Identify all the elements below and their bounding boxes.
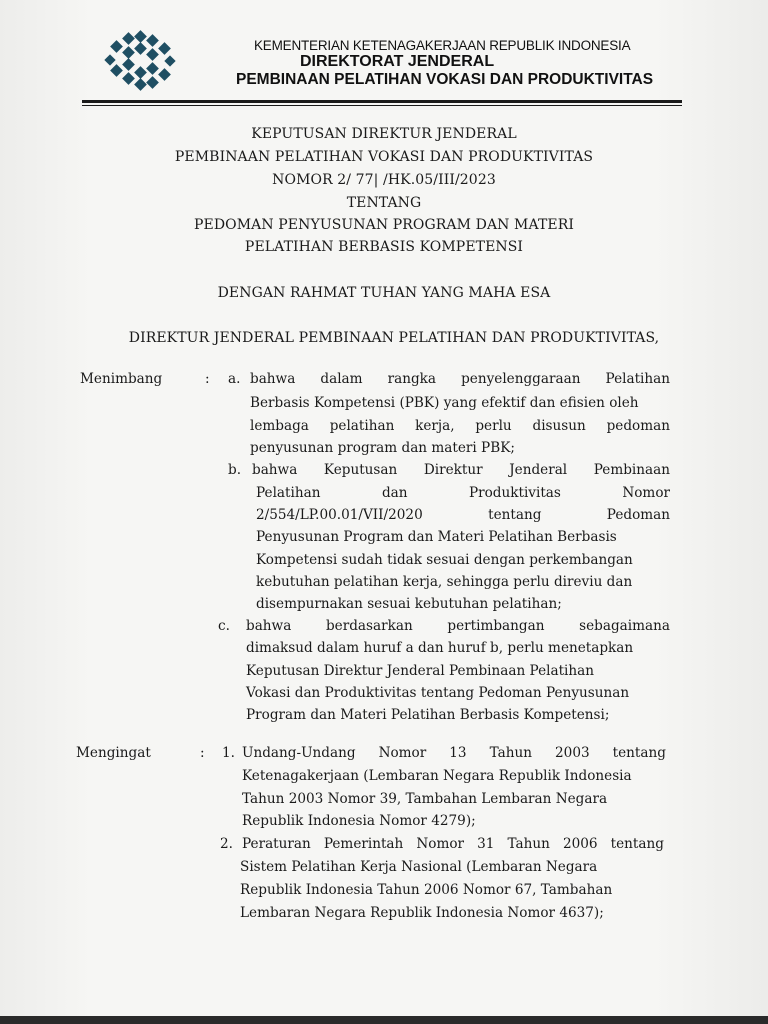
menimbang-b-line7: disempurnakan sesuai kebutuhan pelatihan; <box>256 596 562 612</box>
menimbang-a-line2: Berbasis Kompetensi (PBK) yang efektif dan efisien oleh <box>250 395 639 411</box>
menimbang-c-line1: bahwa berdasarkan pertimbangan sebagaimana <box>246 618 670 634</box>
menimbang-c-line3: Keputusan Direktur Jenderal Pembinaan Pelatihan <box>246 663 595 679</box>
decree-subject-line2: PELATIHAN BERBASIS KOMPETENSI <box>244 239 524 255</box>
menimbang-a-line1: bahwa dalam rangka penyelenggaraan Pelatihan <box>250 371 670 387</box>
mengingat-2-line1: Peraturan Pemerintah Nomor 31 Tahun 2006 tentang <box>242 836 664 852</box>
letterhead-ministry: KEMENTERIAN KETENAGAKERJAAN REPUBLIK INDONESIA <box>254 38 631 53</box>
mengingat-colon: : <box>200 745 205 761</box>
letterhead-division: PEMBINAAN PELATIHAN VOKASI DAN PRODUKTIVITAS <box>236 71 654 88</box>
mengingat-2-line4: Lembaran Negara Republik Indonesia Nomor 4637); <box>240 905 604 921</box>
menimbang-c-line2: dimaksud dalam huruf a dan huruf b, perlu menetapkan <box>246 640 634 656</box>
menimbang-b-line3: 2/554/LP.00.01/VII/2020 tentang Pedoman <box>256 507 670 523</box>
letterhead-directorate: DIREKTORAT JENDERAL <box>300 53 495 70</box>
decree-tentang: TENTANG <box>346 195 422 211</box>
letterhead-rule-thick <box>82 100 682 103</box>
mengingat-1-line2: Ketenagakerjaan (Lembaran Negara Republik Indonesia <box>242 768 632 784</box>
menimbang-b-line6: kebutuhan pelatihan kerja, sehingga perlu direviu dan <box>256 574 633 590</box>
scan-bottom-edge <box>0 1016 768 1024</box>
menimbang-b-line2: Pelatihan dan Produktivitas Nomor <box>256 485 670 501</box>
menimbang-b-line4: Penyusunan Program dan Materi Pelatihan Berbasis <box>256 529 617 545</box>
decree-number: NOMOR 2/ 77| /HK.05/III/2023 <box>272 172 496 188</box>
mengingat-2-line2: Sistem Pelatihan Kerja Nasional (Lembaran Negara <box>240 859 598 875</box>
mengingat-2-line3: Republik Indonesia Tahun 2006 Nomor 67, Tambahan <box>240 882 613 898</box>
decree-title-line1: KEPUTUSAN DIREKTUR JENDERAL <box>251 126 517 142</box>
issuer-heading: DIREKTUR JENDERAL PEMBINAAN PELATIHAN DAN PRODUKTIVITAS, <box>128 330 660 346</box>
menimbang-a-marker: a. <box>228 371 241 387</box>
mengingat-1-marker: 1. <box>222 745 235 761</box>
mengingat-1-line1: Undang-Undang Nomor 13 Tahun 2003 tentang <box>242 745 666 761</box>
menimbang-colon: : <box>205 371 210 387</box>
ministry-logo-icon <box>104 30 180 94</box>
letterhead-rule-thin <box>82 105 682 106</box>
menimbang-c-line5: Program dan Materi Pelatihan Berbasis Kompetensi; <box>246 707 610 723</box>
menimbang-c-marker: c. <box>218 618 230 634</box>
menimbang-a-line3: lembaga pelatihan kerja, perlu disusun pedoman <box>250 418 670 434</box>
menimbang-b-line5: Kompetensi sudah tidak sesuai dengan perkembangan <box>256 552 633 568</box>
mengingat-2-marker: 2. <box>220 836 233 852</box>
menimbang-label: Menimbang <box>80 371 163 387</box>
mengingat-1-line4: Republik Indonesia Nomor 4279); <box>242 813 476 829</box>
menimbang-c-line4: Vokasi dan Produktivitas tentang Pedoman Penyusunan <box>246 685 630 701</box>
menimbang-a-line4: penyusunan program dan materi PBK; <box>250 440 515 456</box>
invocation: DENGAN RAHMAT TUHAN YANG MAHA ESA <box>217 285 551 301</box>
mengingat-label: Mengingat <box>76 745 151 761</box>
mengingat-1-line3: Tahun 2003 Nomor 39, Tambahan Lembaran Negara <box>242 791 608 807</box>
decree-subject-line1: PEDOMAN PENYUSUNAN PROGRAM DAN MATERI <box>194 217 574 233</box>
menimbang-b-marker: b. <box>228 462 242 478</box>
menimbang-b-line1: bahwa Keputusan Direktur Jenderal Pembinaan <box>252 462 670 478</box>
decree-title-line2: PEMBINAAN PELATIHAN VOKASI DAN PRODUKTIVITAS <box>174 149 594 165</box>
